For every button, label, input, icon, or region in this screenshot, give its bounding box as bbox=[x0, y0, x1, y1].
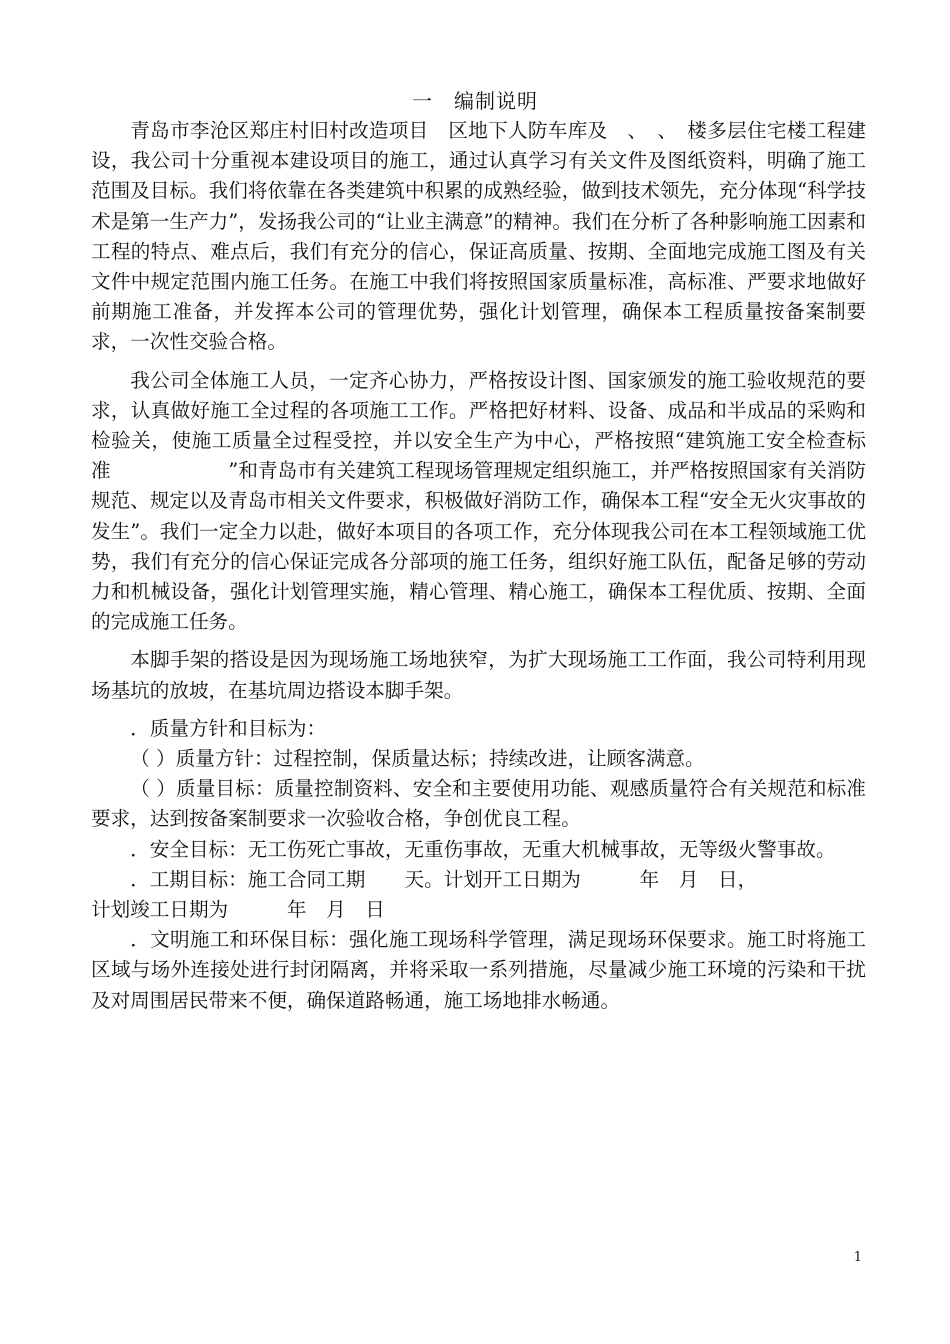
document-body bbox=[91, 116, 866, 1016]
intro-paragraph: 青岛市李沧区郑庄村旧村改造项目 区地下人防车库及 、 、 楼多层住宅楼工程建设，我公司十分重视本建设项目的施工，通过认真学习有关文件及图纸资料，明确了施工范围及目标。我们将依靠在各类建筑中积累的成熟经验，做到技术领先，充分体现“科学技术是第一生产力”，发扬我公司的“让业主满意”的精神。我们在分析了各种影响施工因素和工程的特点、难点后，我们有充分的信心，保证高质量、按期、全面地完成施工图及有关文件中规定范围内施工任务。在施工中我们将按照国家质量标准，高标准、严要求地做好前期施工准备，并发挥本公司的管理优势，强化计划管理，确保本工程质量按备案制要求，一次性交验合格。 bbox=[91, 119, 866, 354]
quality-policy: （ ）质量方针：过程控制，保质量达标；持续改进，让顾客满意。 bbox=[130, 747, 705, 771]
quality-target: （ ）质量目标：质量控制资料、安全和主要使用功能、观感质量符合有关规范和标准要求，达到按备案制要求一次验收合格，争创优良工程。 bbox=[91, 777, 866, 831]
civilized-construction-target: ．文明施工和环保目标：强化施工现场科学管理，满足现场环保要求。施工时将施工区域与场外连接处进行封闭隔离，并将采取一系列措施，尽量减少施工环境的污染和干扰及对周围居民带来不便，确保道路畅通，施工场地排水畅通。 bbox=[91, 928, 866, 1012]
section-title: 一 编制说明 bbox=[412, 89, 538, 113]
schedule-target-line-2: 计划竣工日期为 年 月 日 bbox=[91, 898, 385, 922]
commitment-paragraph: 我公司全体施工人员，一定齐心协力，严格按设计图、国家颁发的施工验收规范的要求，认真做好施工全过程的各项施工工作。严格把好材料、设备、成品和半成品的采购和检验关，使施工质量全过程受控，并以安全生产为中心，严格按照“建筑施工安全检查标准 ”和青岛市有关建筑工程现场管理规定组织施工，并严格按照国家有关消防规范、规定以及青岛市相关文件要求，积极做好消防工作，确保本工程“安全无火灾事故的发生”。我们一定全力以赴，做好本项目的各项工作，充分体现我公司在本工程领域施工优势，我们有充分的信心保证完成各分部项的施工任务，组织好施工队伍，配备足够的劳动力和机械设备，强化计划管理实施，精心管理、精心施工，确保本工程优质、按期、全面的完成施工任务。 bbox=[91, 368, 866, 634]
quality-heading: ．质量方针和目标为： bbox=[130, 716, 327, 740]
page-number: 1 bbox=[853, 1250, 862, 1265]
safety-target: ．安全目标：无工伤死亡事故，无重伤事故，无重大机械事故，无等级火警事故。 bbox=[130, 837, 836, 861]
schedule-target-line-1: ．工期目标：施工合同工期 天。计划开工日期为 年 月 日， bbox=[130, 867, 758, 891]
scaffold-paragraph: 本脚手架的搭设是因为现场施工场地狭窄，为扩大现场施工工作面，我公司特利用现场基坑的放坡，在基坑周边搭设本脚手架。 bbox=[91, 648, 866, 702]
